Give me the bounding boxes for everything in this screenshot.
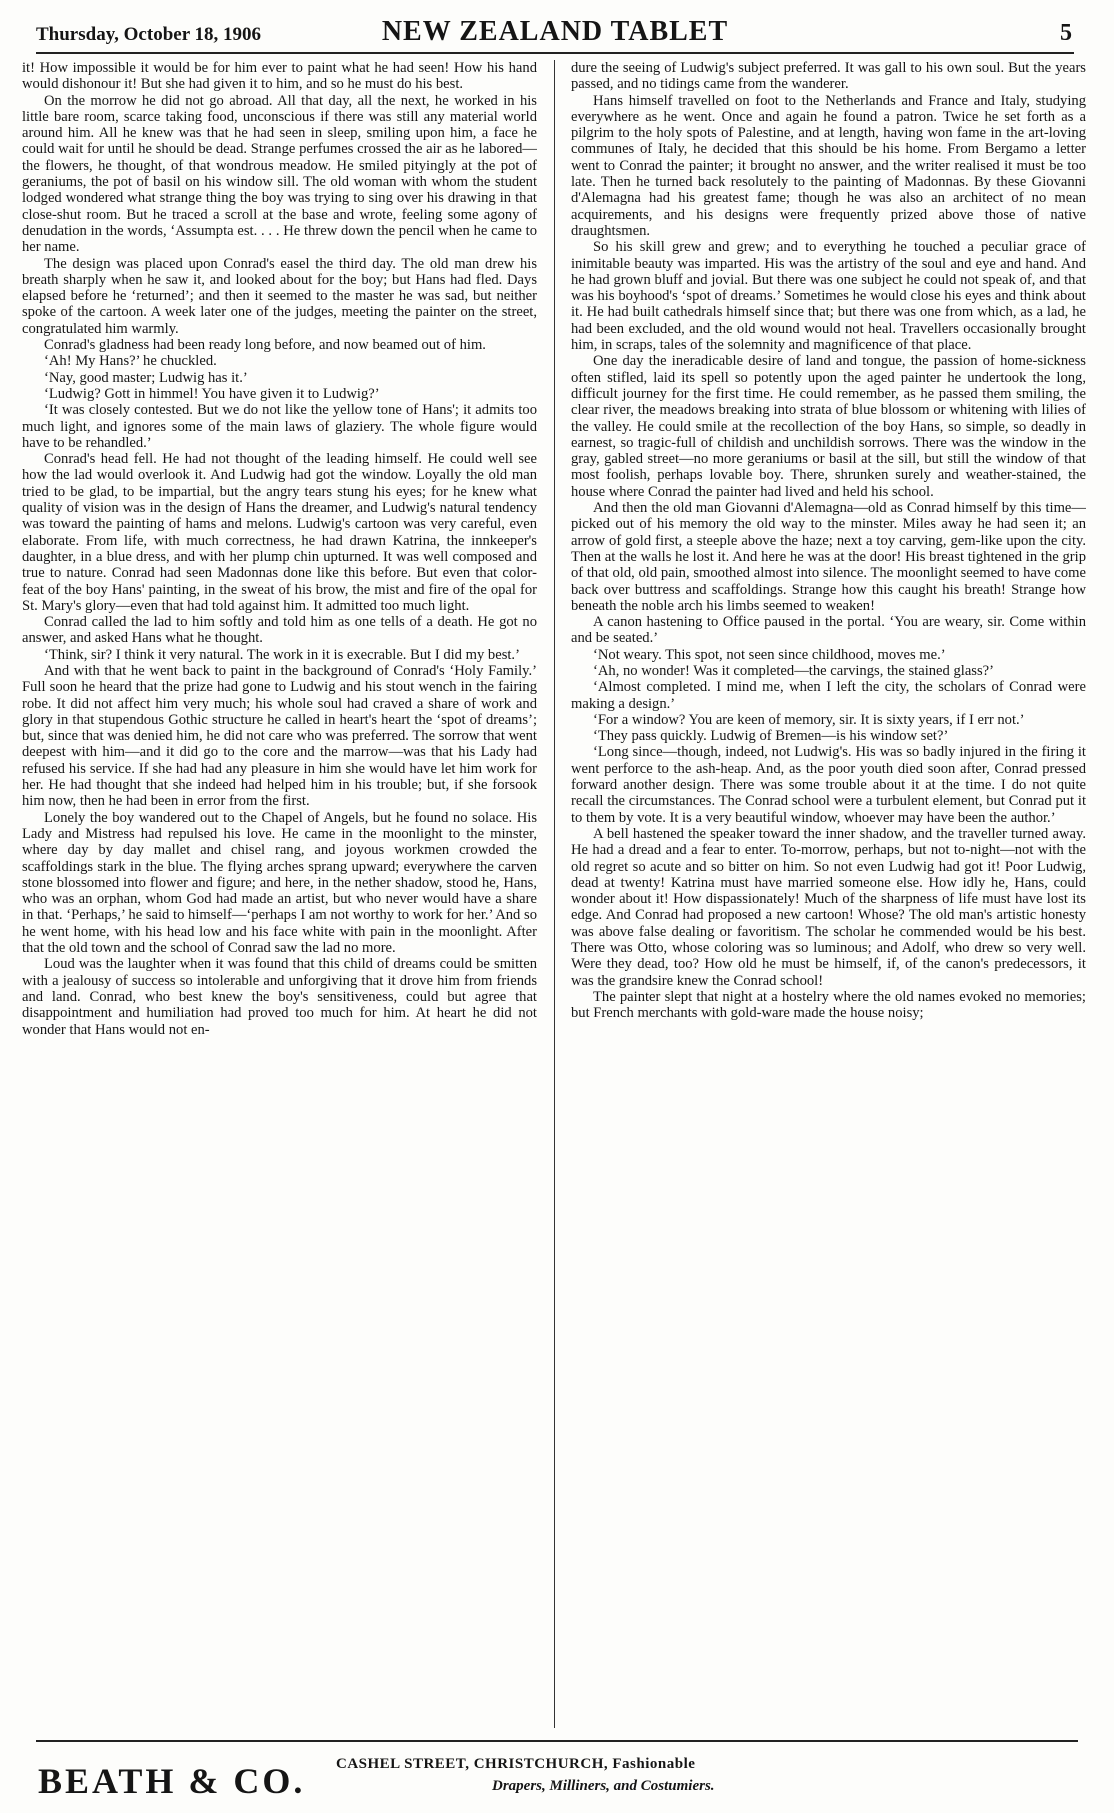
paragraph: ‘Think, sir? I think it very natural. The work in it is execrable. But I did my best.’ <box>44 646 520 663</box>
paragraph: A canon hastening to Office paused in the portal. ‘You are weary, sir. Come within and be seated.’ <box>571 614 1086 647</box>
paragraph: On the morrow he did not go abroad. All that day, all the next, he worked in his little bare room, scarce taking food, unconscious if there was still any material world around him. All he knew was that he had seen in sleep, smiling upon him, a face he could wait for until he should be dead. Strange perfumes crossed the air as he labored—the flowers, he thought, of that wondrous meadow. He smiled pityingly at the pot of geraniums, the pot of basil on his window sill. The old woman with whom the student lodged wondered what strange thing the boy was trying to sing over his drawing in that close-shut room. But he traced a scroll at the base and wrote, feeling some agony of denudation in the words, ‘Assumpta est. . . . He threw down the pencil when he came to her name. <box>22 92 537 256</box>
paragraph: Lonely the boy wandered out to the Chapel of Angels, but he found no solace. His Lady and Mistress had repulsed his love. He came in the moonlight to the minster, where day by day mallet and chisel rang, and joyous workmen crowded the scaffoldings stark in the blue. The flying arches sprang upward; everywhere the carven stone blossomed into flower and figure; and here, in the nether shadow, stood he, Hans, who was an orphan, whom God had made an artist, but who never would have a share in that. ‘Perhaps,’ he said to himself—‘perhaps I am not worthy to work for her.’ And so he went home, with his head low and his face white with pain in the moonlight. After that the old town and the school of Conrad saw the lad no more. <box>22 809 537 957</box>
paragraph: ‘Ah, no wonder! Was it completed—the carvings, the stained glass?’ <box>593 662 994 679</box>
paragraph: ‘Ludwig? Gott in himmel! You have given it to Ludwig?’ <box>44 385 380 402</box>
issue-date: Thursday, October 18, 1906 <box>36 24 262 45</box>
paragraph: Loud was the laughter when it was found that this child of dreams could be smitten with a jealousy of success so intolerable and unforgiving that it drove him from friends and land. Conrad, who best knew the boy's sensitiveness, could but agree that disappointment and humiliation had proved too much for him. At heart he did not wonder that Hans would not en- <box>22 956 537 1038</box>
paragraph: ‘Nay, good master; Ludwig has it.’ <box>44 369 248 386</box>
paragraph: ‘Not weary. This spot, not seen since childhood, moves me.’ <box>593 646 946 663</box>
paragraph: Conrad's gladness had been ready long before, and now beamed out of him. <box>44 337 486 354</box>
advertiser-trades: Drapers, Milliners, and Costumiers. <box>492 1778 715 1794</box>
newspaper-title: NEW ZEALAND TABLET <box>381 16 729 47</box>
paragraph: The design was placed upon Conrad's easel the third day. The old man drew his breath sharply when he saw it, and looked about for the boy; but Hans had fled. Days elapsed before he ‘returned’; and then it seemed to the master he was sad, but neither spoke of the cartoon. A week later one of the judges, meeting the painter on the street, congratulated him warmly. <box>22 255 537 337</box>
paragraph: Hans himself travelled on foot to the Netherlands and France and Italy, studying everywhere as he went. Once and again he found a patron. Twice he set forth as a pilgrim to the holy spots of Palestine, and at length, having won fame in the art-loving communes of Italy, he decided that this should be his home. From Bergamo a letter went to Conrad the painter; it brought no answer, and the writer realised it must be too late. Then he turned back resolutely to the painting of Madonnas. By these Giovanni d'Alemagna had his greatest fame; though he was also an architect of no mean acquirements, and his designs were frequently prized above those of native draughtsmen. <box>571 92 1086 239</box>
page-number: 5 <box>1060 20 1072 46</box>
paragraph: ‘Almost completed. I mind me, when I left the city, the scholars of Conrad were making a design.’ <box>571 679 1086 712</box>
paragraph: And then the old man Giovanni d'Alemagna—old as Conrad himself by this time—picked out of his memory the old way to the minster. Miles away he had seen it; an arrow of gold first, a steeple above the haze; next a toy carving, gem-like upon the city. Then at the walls he lost it. And here he was at the door! His breast tightened in the grip of that old, old pain, smoothed almost into silence. The moonlight seemed to have come back over buttress and scaffoldings. Strange how this caught his breath! Strange how beneath the noble arch his limbs seemed to weaken! <box>571 500 1086 614</box>
paragraph: A bell hastened the speaker toward the inner shadow, and the traveller turned away. He had a dread and a fear to enter. To-morrow, perhaps, but not to-night—not with the old regret so acute and so bitter on him. So not even Ludwig had got it! Poor Ludwig, dead at twenty! Katrina must have married someone else. How idly he, Hans, could wonder about it! How dispassionately! Much of the sharpness of life must have lost its edge. And Conrad had proposed a new cartoon! Whose? The old man's artistic honesty was above false dealing or favoritism. The scholar he commended would be his best. There was Otto, whose coloring was so luminous; and Adolf, who drew so very well. Were they dead, too? How old he must be himself, if, of the canon's predecessors, it was the grandsire knew the Conrad school! <box>571 825 1086 989</box>
footer-advertisement <box>36 1740 1078 1806</box>
paragraph: So his skill grew and grew; and to everything he touched a peculiar grace of inimitable beauty was imparted. His was the artistry of the soul and eye and hand. And he had grown bluff and jovial. But there was one subject he could not speak of, and that was his boyhood's ‘spot of dreams.’ Sometimes he would close his eyes and think about it. He had built cathedrals himself since that; but there was one from which, as a lad, he had been excluded, and the old wound would not heal. Travellers occasionally brought him, in scraps, tales of the solemnity and magnificence of that place. <box>571 239 1086 354</box>
right-column <box>571 60 1086 1728</box>
paragraph: ‘Long since—though, indeed, not Ludwig's. His was so badly injured in the firing it went perforce to the ash-heap. And, as the poor youth died soon after, Conrad pressed forward another design. There was some trouble about it at the time. I do not quite recall the circumstances. The Conrad school were a turbulent element, but Conrad put it to them by vote. It is a very beautiful window, whoever may have been the author.’ <box>571 744 1086 826</box>
paragraph: it! How impossible it would be for him ever to paint what he had seen! How his hand would dishonour it! But she had given it to him, and so he must do his best. <box>22 60 537 93</box>
paragraph: One day the ineradicable desire of land and tongue, the passion of home-sickness often stifled, laid its spell so potently upon the aged painter he undertook the long, difficult journey for the first time. He could remember, as he passed them smiling, the clear river, the meadows breaking into strata of blue blossom or whitening with lilies of the valley. He could smile at the recollection of the boy Hans, so simple, so deadly in earnest, so tragic-full of childish and unchildish sorrows. There was the window in the gray, gabled street—no more geraniums or basil at the sill, but still the window of that most foolish, perhaps lovable boy. There, shrunken surely and weather-stained, the house where Conrad the painter had lived and held his school. <box>571 353 1086 500</box>
column-rule <box>554 60 555 1728</box>
article-columns <box>22 60 1092 1728</box>
advertiser-name: BEATH & CO. <box>38 1761 306 1801</box>
advertiser-address: CASHEL STREET, CHRISTCHURCH, Fashionable <box>336 1756 696 1772</box>
paragraph: ‘Ah! My Hans?’ he chuckled. <box>44 353 217 370</box>
paragraph: ‘They pass quickly. Ludwig of Bremen—is his window set?’ <box>593 728 949 745</box>
paragraph: Conrad's head fell. He had not thought of the leading himself. He could well see how the lad would overlook it. And Ludwig had got the window. Loyally the old man tried to be glad, to be impartial, but the angry tears stung his eyes; for he knew what quality of vision was in the design of Hans the dreamer, and Ludwig's natural tendency was toward the painting of hams and melons. Ludwig's cartoon was very careful, even elaborate. From life, with much correctness, he had drawn Katrina, the innkeeper's daughter, in a blue dress, and with her plump chin upturned. It was well composed and true to nature. Conrad had seen Madonnas done like this before. But even that color-feat of the boy Hans' painting, in the sweat of his brow, the mist and fire of the opal for St. Mary's glory—even that had told against him. It admitted too much light. <box>22 451 537 614</box>
paragraph: And with that he went back to paint in the background of Conrad's ‘Holy Family.’ Full soon he heard that the prize had gone to Ludwig and his stout wench in the fairing robe. It did not affect him very much; his whole soul had craved a share of work and glory in that stupendous Gothic structure he called in heart's heart the ‘spot of dreams’; but, since that was denied him, he did not care who was preferred. The sorrow that went deepest with him—and it did go to the core and the marrow—was that his Lady had refused his service. If she had had any pleasure in him she would have let him work for her. He had thought that she indeed had helped him in his trouble; but, if she forsook him now, then he had been in error from the first. <box>22 662 537 810</box>
paragraph: Conrad called the lad to him softly and told him as one tells of a death. He got no answer, and asked Hans what he thought. <box>22 614 537 647</box>
paragraph: The painter slept that night at a hostelry where the old names evoked no memories; but French merchants with gold-ware made the house noisy; <box>571 988 1086 1022</box>
masthead <box>36 12 1074 54</box>
paragraph: dure the seeing of Ludwig's subject preferred. It was gall to his own soul. But the years passed, and no tidings came from the wanderer. <box>571 60 1086 93</box>
paragraph: ‘For a window? You are keen of memory, sir. It is sixty years, if I err not.’ <box>593 711 1025 728</box>
left-column <box>22 60 537 1728</box>
paragraph: ‘It was closely contested. But we do not like the yellow tone of Hans'; it admits too much light, and ignores some of the main laws of glaziery. The whole figure would have to be rehandled.’ <box>22 402 537 451</box>
